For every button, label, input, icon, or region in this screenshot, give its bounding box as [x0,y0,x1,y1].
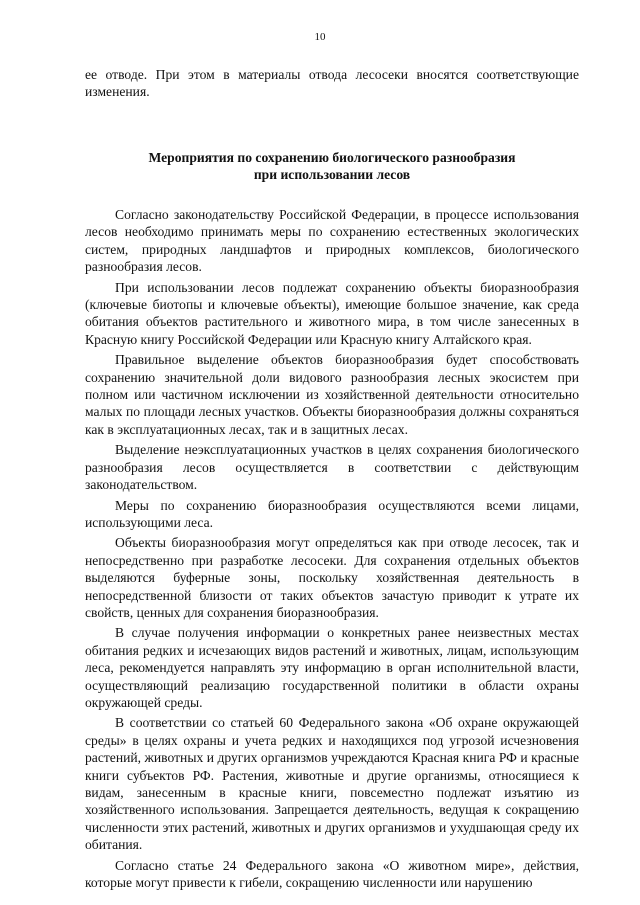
intro-paragraph: ее отводе. При этом в материалы отвода лесосеки вносятся соответствующие изменения. [85,67,579,100]
section-heading-line-2: при использовании лесов [253,167,411,183]
body-paragraph: Меры по сохранению биоразнообразия осуществляются всеми лицами, использующими леса. [85,497,579,530]
page-content [85,66,579,891]
section-heading-line-1: Мероприятия по сохранению биологического разнообразия [148,149,516,165]
body-paragraph: Согласно статье 24 Федерального закона «О животном мире», действия, которые могут привести к гибели, сокращению численности или нарушению [85,857,579,891]
body-paragraph: Выделение неэксплуатационных участков в целях сохранения биологического разнообразия лесов осуществляется в соответствии с действующим законодательством. [85,442,579,493]
body-paragraph: Согласно законодательству Российской Федерации, в процессе использования лесов необходимо принимать меры по сохранению естественных экологических систем, природных ландшафтов и природных комплексов, биологического разнообразия лесов. [85,207,579,275]
body-paragraph: В случае получения информации о конкретных ранее неизвестных местах обитания редких и исчезающих видов растений и животных, лицам, использующим леса, рекомендуется направлять эту информацию в орган исполнительной власти, осуществляющий реализацию государственной политики в области охраны окружающей среды. [85,625,579,710]
body-paragraph: Правильное выделение объектов биоразнообразия будет способствовать сохранению значительной доли видового разнообразия лесных экосистем при полном или частичном исключении из хозяйственной деятельности относительно малых по площади лесных участков. Объекты биоразнообразия должны сохраняться как в эксплуатационных лесах, так и в защитных лесах. [85,352,579,437]
section-heading [85,149,579,184]
body-paragraph: При использовании лесов подлежат сохранению объекты биоразнообразия (ключевые биотопы и ключевые объекты), имеющие большое значение, как среда обитания объектов растительного и животного мира, в том числе занесенных в Красную книгу Российской Федерации или Красную книгу Алтайского края. [85,279,579,347]
page-number: 10 [314,31,326,43]
body-paragraph: Объекты биоразнообразия могут определяться как при отводе лесосек, так и непосредственно при разработке лесосеки. Для сохранения отдельных объектов выделяются буферные зоны, поскольку хозяйственная деятельность в непосредственной близости от таких объектов зачастую приводит к утрате их свойств, ценных для сохранения биоразнообразия. [85,535,579,620]
body-paragraph: В соответствии со статьей 60 Федерального закона «Об охране окружающей среды» в целях охраны и учета редких и находящихся под угрозой исчезновения растений, животных и других организмов учреждаются Красная книга РФ и красные книги субъектов РФ. Растения, животные и другие организмы, относящиеся к видам, занесенным в красные книги, повсеместно подлежат изъятию из хозяйственного использования. Запрещается деятельность, ведущая к сокращению численности этих растений, животных и других организмов и ухудшающая среду их обитания. [85,715,579,853]
